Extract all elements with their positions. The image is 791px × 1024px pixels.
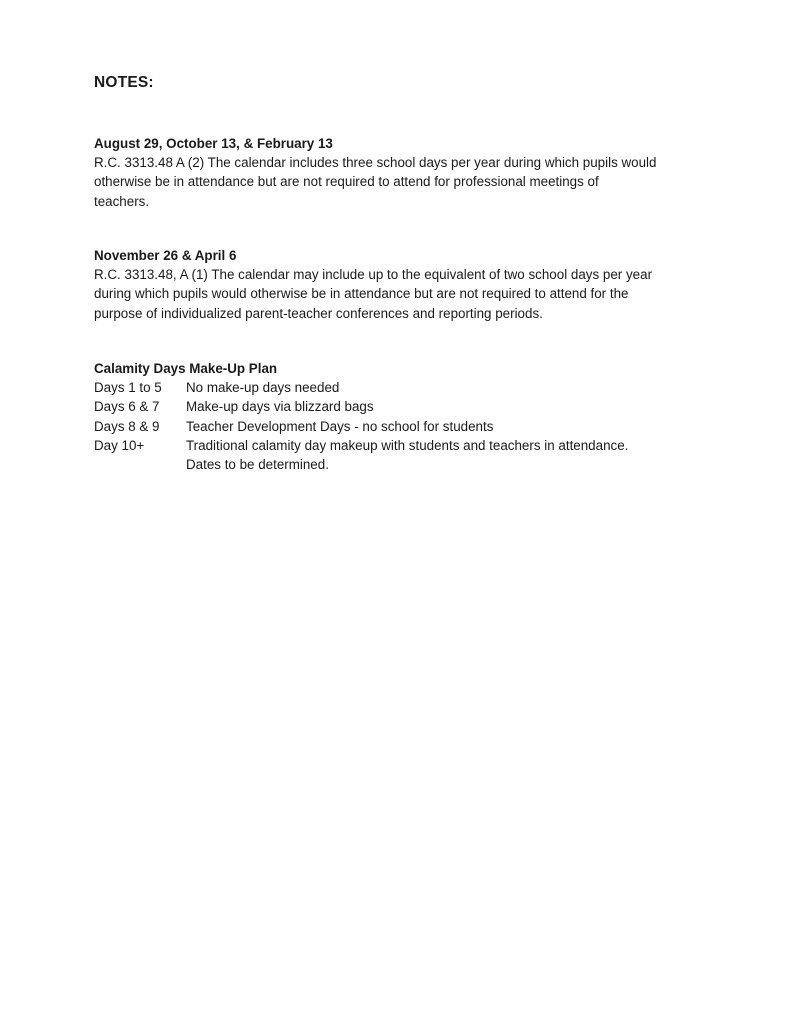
note-parent-teacher-conferences-line: purpose of individualized parent-teacher conferences and reporting periods. [94, 305, 543, 321]
plan-row [94, 397, 704, 416]
note-parent-teacher-conferences [94, 246, 704, 323]
plan-row-label: Day 10+ [94, 437, 145, 453]
plan-row-description: No make-up days needed [186, 380, 340, 396]
notes-heading: NOTES: [94, 74, 154, 91]
plan-row-description: Traditional calamity day makeup with students and teachers in attendance. [186, 437, 629, 453]
plan-row-description: Teacher Development Days - no school for students [186, 418, 494, 434]
plan-row-label [94, 455, 186, 474]
calamity-days-plan [94, 359, 704, 474]
note-parent-teacher-conferences-title: November 26 & April 6 [94, 248, 237, 263]
note-professional-meetings-title: August 29, October 13, & February 13 [94, 136, 333, 151]
plan-row-label: Days 8 & 9 [94, 418, 160, 434]
plan-row [94, 378, 704, 397]
plan-row [94, 455, 704, 474]
note-professional-meetings-line: teachers. [94, 193, 150, 209]
note-professional-meetings-line: R.C. 3313.48 A (2) The calendar includes three school days per year during which pupils would [94, 155, 657, 171]
calamity-days-plan-title: Calamity Days Make-Up Plan [94, 361, 278, 376]
note-parent-teacher-conferences-line: R.C. 3313.48, A (1) The calendar may include up to the equivalent of two school days per year [94, 267, 653, 283]
plan-row-label: Days 1 to 5 [94, 380, 162, 396]
note-professional-meetings [94, 134, 704, 211]
plan-row-description: Dates to be determined. [186, 457, 329, 473]
plan-row [94, 417, 704, 436]
plan-row [94, 436, 704, 455]
note-parent-teacher-conferences-line: during which pupils would otherwise be in attendance but are not required to attend for the [94, 286, 629, 302]
note-professional-meetings-line: otherwise be in attendance but are not required to attend for professional meetings of [94, 174, 599, 190]
plan-row-label: Days 6 & 7 [94, 399, 160, 415]
plan-row-description: Make-up days via blizzard bags [186, 399, 374, 415]
